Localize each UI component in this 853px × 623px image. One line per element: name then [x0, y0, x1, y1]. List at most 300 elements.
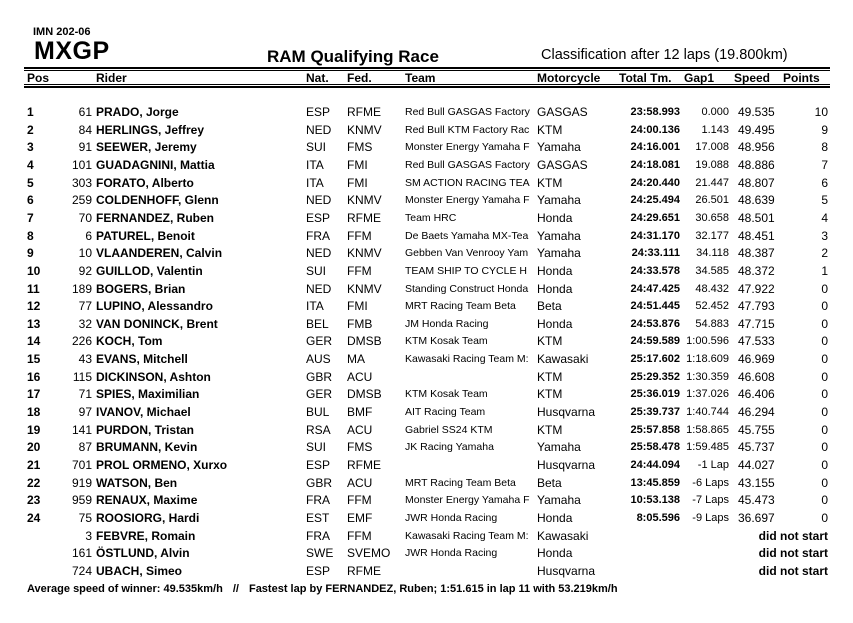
cell-position: 7	[27, 210, 34, 225]
series-title: MXGP	[34, 37, 110, 65]
cell-position: 19	[27, 422, 41, 437]
cell-rider-name: GUILLOD, Valentin	[96, 263, 203, 278]
cell-rider-name: BOGERS, Brian	[96, 281, 186, 296]
cell-rider-name: LUPINO, Alessandro	[96, 299, 213, 314]
cell-rider-number: 959	[71, 493, 92, 508]
cell-speed: 36.697	[738, 510, 775, 525]
table-row	[0, 493, 853, 511]
cell-speed: 46.406	[738, 387, 775, 402]
cell-team: De Baets Yamaha MX-Tea	[405, 229, 529, 242]
column-header-motorcycle: Motorcycle	[537, 71, 601, 85]
cell-speed: 48.807	[738, 175, 775, 190]
cell-team: JWR Honda Racing	[405, 547, 498, 560]
cell-total-time: 24:53.876	[630, 317, 680, 330]
table-row	[0, 282, 853, 300]
cell-motorcycle: KTM	[537, 369, 563, 384]
cell-nationality: ESP	[306, 458, 331, 472]
cell-team: Kawasaki Racing Team M:	[405, 529, 529, 542]
cell-gap1: 54.883	[695, 317, 729, 330]
cell-position: 2	[27, 122, 34, 137]
table-row	[0, 317, 853, 335]
cell-federation: FFM	[347, 528, 372, 543]
cell-nationality: BEL	[306, 316, 329, 331]
cell-points: 2	[821, 246, 828, 261]
cell-points: 5	[821, 193, 828, 208]
document-code: IMN 202-06	[33, 26, 91, 38]
cell-rider-name: RENAUX, Maxime	[96, 493, 198, 508]
table-row	[0, 511, 853, 529]
cell-team: Standing Construct Honda	[405, 282, 529, 295]
cell-rider-name: SEEWER, Jeremy	[96, 140, 197, 155]
cell-speed: 48.372	[738, 263, 775, 278]
cell-points: 0	[821, 440, 828, 455]
cell-rider-name: UBACH, Simeo	[96, 563, 183, 578]
cell-motorcycle: Yamaha	[537, 193, 581, 208]
cell-position: 21	[27, 458, 41, 472]
cell-gap1: 17.008	[695, 141, 729, 154]
cell-team: KTM Kosak Team	[405, 335, 488, 348]
cell-gap1: 26.501	[695, 194, 729, 207]
table-row	[0, 423, 853, 441]
cell-nationality: SUI	[306, 263, 327, 278]
cell-rider-number: 77	[78, 299, 92, 314]
cell-gap1: 1:00.596	[686, 335, 729, 348]
header-top-rule	[24, 67, 830, 69]
cell-total-time: 25:29.352	[630, 370, 680, 383]
column-header-points: Points	[783, 71, 820, 85]
cell-team: Kawasaki Racing Team M:	[405, 353, 529, 366]
cell-total-time: 13:45.859	[630, 476, 680, 489]
cell-team: AIT Racing Team	[405, 406, 486, 419]
cell-motorcycle: Honda	[537, 510, 573, 525]
cell-points: 0	[821, 334, 828, 349]
cell-rider-number: 84	[78, 122, 92, 137]
cell-federation: KNMV	[347, 193, 382, 208]
cell-motorcycle: Honda	[537, 316, 573, 331]
cell-total-time: 24:33.578	[630, 264, 680, 277]
cell-total-time: 25:39.737	[630, 406, 680, 419]
cell-speed: 48.886	[738, 157, 775, 172]
cell-federation: RFME	[347, 563, 381, 578]
column-header-fed: Fed.	[347, 71, 372, 85]
cell-gap1: 19.088	[695, 158, 729, 171]
cell-nationality: NED	[306, 193, 332, 208]
cell-gap1: 34.118	[696, 247, 729, 260]
cell-gap1: 1:37.026	[686, 388, 729, 401]
table-row	[0, 440, 853, 458]
cell-team: JM Honda Racing	[405, 317, 489, 330]
cell-total-time: 24:18.081	[630, 158, 680, 171]
race-summary-footer	[27, 583, 618, 595]
cell-nationality: FRA	[306, 228, 330, 243]
table-row	[0, 387, 853, 405]
cell-rider-name: PURDON, Tristan	[96, 422, 195, 437]
cell-rider-number: 259	[71, 193, 92, 208]
cell-federation: FMS	[347, 440, 373, 455]
cell-rider-name: KOCH, Tom	[96, 334, 163, 349]
cell-rider-number: 141	[71, 422, 92, 437]
cell-total-time: 25:58.478	[630, 441, 680, 454]
table-row	[0, 123, 853, 141]
table-row	[0, 458, 853, 476]
cell-rider-number: 303	[71, 175, 92, 190]
cell-federation: FFM	[347, 228, 372, 243]
cell-nationality: NED	[306, 246, 332, 261]
table-row	[0, 352, 853, 370]
cell-position: 22	[27, 475, 41, 490]
cell-motorcycle: Husqvarna	[537, 563, 596, 578]
cell-position: 12	[27, 299, 41, 314]
cell-nationality: ITA	[306, 157, 324, 172]
cell-motorcycle: Yamaha	[537, 140, 581, 155]
cell-rider-name: HERLINGS, Jeffrey	[96, 122, 205, 137]
cell-speed: 48.956	[738, 140, 775, 155]
cell-gap1: -6 Laps	[692, 476, 729, 489]
cell-total-time: 24:59.589	[630, 335, 680, 348]
classification-subtitle: Classification after 12 laps (19.800km)	[541, 47, 788, 63]
cell-position: 10	[27, 263, 41, 278]
cell-nationality: FRA	[306, 528, 330, 543]
cell-nationality: GBR	[306, 475, 333, 490]
cell-position: 4	[27, 157, 34, 172]
cell-federation: KNMV	[347, 246, 382, 261]
cell-total-time: 8:05.596	[636, 511, 680, 524]
cell-motorcycle: KTM	[537, 387, 563, 402]
cell-rider-name: FEBVRE, Romain	[96, 528, 196, 543]
cell-nationality: EST	[306, 510, 330, 525]
cell-rider-number: 161	[71, 546, 92, 561]
cell-status: did not start	[758, 528, 828, 543]
cell-points: 9	[821, 122, 828, 137]
cell-position: 16	[27, 369, 41, 384]
cell-rider-name: DICKINSON, Ashton	[96, 369, 211, 384]
cell-rider-number: 70	[78, 210, 92, 225]
cell-position: 17	[27, 387, 41, 402]
cell-rider-number: 75	[78, 510, 92, 525]
cell-rider-number: 97	[78, 405, 92, 420]
cell-total-time: 24:16.001	[630, 141, 680, 154]
cell-rider-name: PATUREL, Benoit	[96, 228, 195, 243]
cell-points: 0	[821, 316, 828, 331]
fastest-lap-text: Fastest lap by FERNANDEZ, Ruben; 1:51.615 in lap 11 with 53.219km/h	[248, 583, 618, 595]
cell-points: 7	[821, 157, 828, 172]
table-row	[0, 193, 853, 211]
cell-federation: EMF	[347, 510, 373, 525]
column-header-team: Team	[405, 71, 436, 85]
cell-total-time: 24:31.170	[630, 229, 680, 242]
cell-federation: FMB	[347, 316, 373, 331]
cell-nationality: BUL	[306, 405, 330, 420]
cell-position: 20	[27, 440, 41, 455]
cell-total-time: 24:20.440	[630, 176, 680, 189]
cell-rider-name: WATSON, Ben	[96, 475, 178, 490]
cell-motorcycle: Yamaha	[537, 228, 581, 243]
cell-federation: BMF	[347, 405, 373, 420]
cell-rider-name: GUADAGNINI, Mattia	[96, 157, 215, 172]
header-bottom-rule	[24, 86, 830, 88]
cell-team: Team HRC	[405, 211, 457, 224]
cell-motorcycle: Honda	[537, 546, 573, 561]
column-header-speed: Speed	[734, 71, 771, 85]
cell-speed: 48.501	[738, 210, 775, 225]
cell-total-time: 24:33.111	[631, 247, 680, 260]
table-row	[0, 229, 853, 247]
cell-points: 8	[821, 140, 828, 155]
cell-gap1: 34.585	[695, 264, 729, 277]
table-row	[0, 176, 853, 194]
cell-gap1: 1:58.865	[686, 423, 729, 436]
cell-speed: 44.027	[738, 458, 775, 472]
footer-separator: //	[232, 583, 239, 595]
cell-speed: 47.715	[738, 316, 775, 331]
cell-rider-number: 3	[85, 528, 92, 543]
cell-nationality: SWE	[306, 546, 334, 561]
table-row	[0, 546, 853, 564]
table-row	[0, 564, 853, 582]
cell-speed: 45.473	[738, 493, 775, 508]
cell-federation: MA	[347, 352, 365, 367]
cell-team: Red Bull GASGAS Factory	[405, 106, 530, 118]
cell-points: 10	[814, 105, 828, 119]
cell-nationality: ITA	[306, 299, 324, 314]
cell-rider-name: VAN DONINCK, Brent	[96, 316, 218, 331]
table-row	[0, 334, 853, 352]
cell-rider-number: 10	[78, 246, 92, 261]
cell-speed: 47.533	[738, 334, 775, 349]
cell-total-time: 24:47.425	[630, 282, 680, 295]
column-header-nat: Nat.	[306, 71, 329, 85]
cell-gap1: 1.143	[701, 123, 729, 136]
cell-position: 11	[27, 281, 40, 296]
cell-federation: SVEMO	[347, 546, 391, 561]
table-row	[0, 246, 853, 264]
cell-rider-name: IVANOV, Michael	[96, 405, 191, 420]
table-row	[0, 211, 853, 229]
cell-motorcycle: KTM	[537, 422, 563, 437]
cell-gap1: 1:59.485	[686, 441, 729, 454]
cell-team: Red Bull KTM Factory Rac	[405, 123, 530, 136]
cell-points: 0	[821, 352, 828, 367]
cell-gap1: 52.452	[695, 300, 729, 313]
cell-gap1: 21.447	[695, 176, 729, 189]
cell-motorcycle: Husqvarna	[537, 405, 596, 420]
cell-nationality: ESP	[306, 563, 331, 578]
cell-rider-name: ÖSTLUND, Alvin	[96, 546, 190, 561]
cell-team: Monster Energy Yamaha F	[405, 141, 530, 154]
cell-points: 0	[821, 475, 828, 490]
cell-rider-name: FORATO, Alberto	[96, 175, 194, 190]
cell-speed: 49.535	[738, 105, 775, 119]
cell-rider-number: 91	[78, 140, 92, 155]
cell-rider-number: 115	[72, 369, 92, 384]
cell-nationality: FRA	[306, 493, 330, 508]
cell-points: 1	[821, 263, 828, 278]
cell-gap1: 1:18.609	[686, 353, 729, 366]
cell-gap1: -9 Laps	[692, 511, 729, 524]
cell-position: 5	[27, 175, 34, 190]
cell-position: 24	[27, 510, 41, 525]
cell-points: 0	[821, 281, 828, 296]
cell-points: 0	[821, 510, 828, 525]
cell-nationality: ITA	[306, 175, 324, 190]
cell-nationality: NED	[306, 122, 332, 137]
cell-nationality: NED	[306, 281, 332, 296]
cell-team: JK Racing Yamaha	[405, 441, 494, 454]
cell-nationality: AUS	[306, 352, 331, 367]
cell-speed: 47.922	[738, 281, 775, 296]
cell-federation: RFME	[347, 210, 381, 225]
table-row	[0, 370, 853, 388]
cell-speed: 43.155	[738, 475, 775, 490]
cell-points: 0	[821, 493, 828, 508]
cell-speed: 48.639	[738, 193, 775, 208]
cell-motorcycle: GASGAS	[537, 105, 588, 119]
cell-speed: 49.495	[738, 122, 775, 137]
cell-position: 8	[27, 228, 34, 243]
cell-position: 14	[27, 334, 41, 349]
cell-total-time: 24:25.494	[630, 194, 680, 207]
cell-gap1: 32.177	[695, 229, 729, 242]
cell-status: did not start	[758, 546, 828, 561]
cell-speed: 47.793	[738, 299, 775, 314]
cell-nationality: SUI	[306, 440, 327, 455]
cell-motorcycle: KTM	[537, 334, 563, 349]
table-row	[0, 476, 853, 494]
cell-speed: 46.969	[738, 352, 775, 367]
cell-nationality: ESP	[306, 105, 331, 119]
cell-motorcycle: GASGAS	[537, 157, 588, 172]
cell-motorcycle: Kawasaki	[537, 528, 589, 543]
cell-team: TEAM SHIP TO CYCLE H	[405, 264, 527, 277]
cell-total-time: 10:53.138	[630, 494, 680, 507]
cell-gap1: 30.658	[695, 211, 729, 224]
column-header-pos: Pos	[27, 71, 50, 85]
cell-gap1: 1:40.744	[686, 406, 729, 419]
cell-rider-number: 32	[78, 316, 92, 331]
cell-federation: ACU	[347, 369, 373, 384]
cell-rider-number: 724	[71, 563, 92, 578]
cell-federation: ACU	[347, 422, 373, 437]
cell-motorcycle: KTM	[537, 175, 563, 190]
cell-points: 0	[821, 422, 828, 437]
cell-team: JWR Honda Racing	[405, 511, 498, 524]
cell-points: 6	[821, 175, 828, 190]
cell-team: Monster Energy Yamaha F	[405, 194, 530, 207]
cell-motorcycle: Beta	[537, 475, 562, 490]
table-row	[0, 105, 853, 123]
table-row	[0, 529, 853, 547]
cell-motorcycle: Honda	[537, 281, 573, 296]
cell-rider-name: PROL ORMENO, Xurxo	[96, 458, 228, 472]
cell-total-time: 25:36.019	[630, 388, 680, 401]
cell-speed: 48.451	[738, 228, 775, 243]
cell-position: 3	[27, 140, 34, 155]
cell-position: 23	[27, 493, 41, 508]
cell-position: 15	[27, 352, 41, 367]
cell-rider-name: ROOSIORG, Hardi	[96, 510, 200, 525]
cell-motorcycle: Kawasaki	[537, 352, 589, 367]
cell-nationality: ESP	[306, 210, 331, 225]
cell-federation: RFME	[347, 458, 381, 472]
cell-motorcycle: Yamaha	[537, 493, 581, 508]
cell-motorcycle: Husqvarna	[537, 458, 596, 472]
cell-team: Red Bull GASGAS Factory	[405, 158, 530, 171]
cell-team: MRT Racing Team Beta	[405, 476, 516, 489]
cell-position: 6	[27, 193, 34, 208]
cell-motorcycle: Beta	[537, 299, 562, 314]
table-row	[0, 140, 853, 158]
cell-status: did not start	[758, 563, 828, 578]
cell-gap1: 0.000	[701, 106, 729, 118]
cell-rider-name: FERNANDEZ, Ruben	[96, 210, 214, 225]
cell-points: 4	[821, 210, 828, 225]
cell-federation: KNMV	[347, 122, 382, 137]
cell-rider-name: VLAANDEREN, Calvin	[96, 246, 223, 261]
cell-rider-name: COLDENHOFF, Glenn	[96, 193, 219, 208]
cell-federation: KNMV	[347, 281, 382, 296]
cell-rider-name: SPIES, Maximilian	[96, 387, 200, 402]
cell-rider-number: 87	[78, 440, 92, 455]
cell-team: Gabriel SS24 KTM	[405, 423, 493, 436]
cell-speed: 46.294	[738, 405, 775, 420]
cell-federation: FMI	[347, 157, 368, 172]
column-header-gap1: Gap1	[684, 71, 715, 85]
cell-total-time: 24:44.094	[630, 459, 680, 471]
table-row	[0, 299, 853, 317]
cell-rider-number: 6	[85, 228, 92, 243]
cell-gap1: -7 Laps	[692, 494, 729, 507]
cell-motorcycle: Honda	[537, 210, 573, 225]
cell-speed: 45.737	[738, 440, 775, 455]
cell-team: Monster Energy Yamaha F	[405, 494, 530, 507]
cell-rider-number: 101	[71, 157, 92, 172]
cell-nationality: GER	[306, 387, 333, 402]
cell-rider-number: 226	[71, 334, 92, 349]
cell-points: 0	[821, 369, 828, 384]
cell-federation: DMSB	[347, 334, 382, 349]
column-header-rider: Rider	[96, 71, 127, 85]
cell-federation: FFM	[347, 263, 372, 278]
cell-points: 0	[821, 299, 828, 314]
cell-points: 0	[821, 458, 828, 472]
cell-rider-name: BRUMANN, Kevin	[96, 440, 198, 455]
cell-federation: FMI	[347, 299, 368, 314]
cell-federation: DMSB	[347, 387, 382, 402]
cell-points: 0	[821, 387, 828, 402]
average-speed-text: Average speed of winner: 49.535km/h	[27, 583, 223, 595]
cell-points: 3	[821, 228, 828, 243]
cell-rider-name: EVANS, Mitchell	[96, 352, 188, 367]
cell-rider-number: 919	[71, 475, 92, 490]
cell-rider-number: 92	[78, 263, 92, 278]
cell-nationality: RSA	[306, 422, 331, 437]
cell-federation: ACU	[347, 475, 373, 490]
cell-speed: 46.608	[738, 369, 775, 384]
cell-nationality: GBR	[306, 369, 333, 384]
cell-team: SM ACTION RACING TEA	[405, 176, 530, 189]
cell-gap1: -1 Lap	[697, 459, 729, 471]
table-row	[0, 405, 853, 423]
cell-team: KTM Kosak Team	[405, 388, 488, 401]
cell-total-time: 25:57.858	[630, 423, 680, 436]
table-row	[0, 264, 853, 282]
cell-position: 13	[27, 316, 41, 331]
cell-federation: FMS	[347, 140, 373, 155]
cell-motorcycle: Yamaha	[537, 246, 581, 261]
cell-federation: FFM	[347, 493, 372, 508]
cell-rider-number: 61	[78, 105, 92, 119]
cell-total-time: 24:51.445	[630, 300, 680, 313]
